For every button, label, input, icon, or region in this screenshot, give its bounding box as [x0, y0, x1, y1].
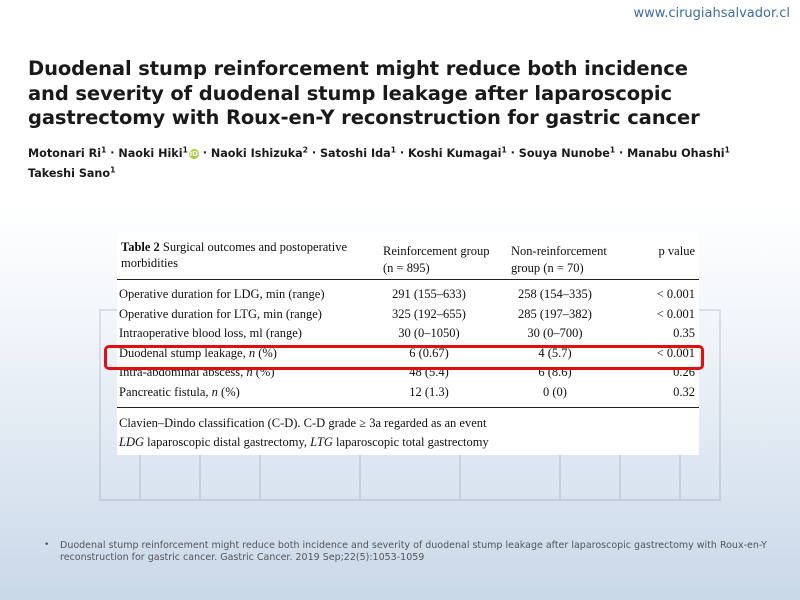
author-name[interactable]: [408, 147, 507, 160]
author-name[interactable]: [118, 147, 198, 160]
cell-reinforcement: 6 (0.67): [409, 345, 449, 360]
results-table: [117, 233, 699, 455]
row-label: Intraoperative blood loss, ml (range): [119, 326, 302, 340]
cell-non-reinforcement: 285 (197–382): [518, 306, 592, 321]
author-name-text: Naoki Ishizuka: [210, 146, 303, 160]
column-header-reinforcement-line2: (n = 895): [383, 261, 430, 275]
site-url[interactable]: www.cirugiahsalvador.cl: [633, 6, 790, 21]
author-name-text: Naoki Hiki: [118, 146, 183, 160]
row-label: Operative duration for LDG, min (range): [119, 287, 325, 301]
table-row: [117, 307, 699, 325]
row-label: Operative duration for LTG, min (range): [119, 306, 322, 321]
column-header-non-reinforcement-line1: Non-reinforcement: [511, 244, 607, 258]
column-header-p-value: p value: [658, 244, 695, 258]
cell-reinforcement: 48 (5.4): [409, 365, 449, 379]
author-separator: ·: [395, 146, 408, 160]
table-footnote-2: LDG laparoscopic distal gastrectomy, LTG laparoscopic total gastrectomy: [119, 435, 489, 449]
author-affiliation: 2: [302, 145, 308, 154]
column-header-non-reinforcement-line2: group (n = 70): [511, 261, 584, 275]
author-list: [28, 141, 788, 182]
row-label: Pancreatic fistula, n (%): [119, 384, 240, 399]
cell-p-value: 0.32: [673, 384, 695, 399]
cell-non-reinforcement: 6 (8.6): [538, 365, 572, 379]
cell-non-reinforcement: 4 (5.7): [538, 345, 572, 360]
author-separator: ·: [506, 146, 519, 160]
table-row: [117, 287, 699, 305]
citation-text: Duodenal stump reinforcement might reduce both incidence and severity of duodenal stump leakage after laparoscopic gastrectomy with Roux-en-Y reconstruction for gastric cancer. Gastric Cancer. 2019 Sep;22(5):1053-1059: [60, 540, 767, 563]
slide-title: Duodenal stump reinforcement might reduce both incidence and severity of duodenal stump leakage after laparoscopic gastrectomy with Roux-en-Y reconstruction for gastric cancer: [28, 57, 700, 129]
author-name-text: Manabu Ohashi: [627, 146, 725, 160]
highlight-box: [104, 345, 704, 370]
author-name-text: Motonari Ri: [28, 146, 102, 160]
cell-p-value: < 0.001: [656, 345, 695, 360]
cell-reinforcement: 291 (155–633): [392, 287, 466, 301]
author-name[interactable]: [320, 147, 396, 160]
row-label: Duodenal stump leakage, n (%): [119, 345, 277, 360]
header-rule: [117, 279, 699, 280]
cell-non-reinforcement: 258 (154–335): [518, 287, 592, 301]
author-name-text: Koshi Kumagai: [407, 146, 502, 160]
citation: [44, 540, 770, 563]
cell-reinforcement: 325 (192–655): [392, 306, 466, 321]
body-rule: [117, 407, 699, 408]
author-name[interactable]: [627, 147, 730, 160]
author-affiliation: 1: [182, 145, 188, 154]
table-row: [117, 385, 699, 403]
cell-p-value: < 0.001: [656, 287, 695, 301]
author-separator: ·: [106, 146, 119, 160]
author-name-text: Satoshi Ida: [319, 146, 391, 160]
author-affiliation: 1: [724, 145, 730, 154]
author-affiliation: 1: [501, 145, 507, 154]
author-affiliation: 1: [609, 145, 616, 154]
cell-p-value: < 0.001: [656, 306, 695, 321]
table-caption-text: Surgical outcomes and postoperative morbidities: [121, 240, 348, 270]
cell-non-reinforcement: 0 (0): [543, 384, 567, 399]
table-footnote-1: Clavien–Dindo classification (C-D). C-D grade ≥ 3a regarded as an event: [119, 416, 487, 430]
author-separator: ·: [615, 146, 628, 160]
cell-p-value: 0.35: [673, 326, 695, 340]
cell-reinforcement: 30 (0–1050): [398, 326, 460, 340]
bullet-icon: •: [44, 540, 50, 550]
cell-reinforcement: 12 (1.3): [409, 384, 449, 399]
row-label: Intra-abdominal abscess, n (%): [119, 365, 275, 379]
table-row: [117, 326, 699, 344]
table-label: Table 2: [121, 240, 160, 254]
author-separator: ·: [198, 146, 211, 160]
author-affiliation: 1: [101, 145, 107, 154]
column-header-reinforcement-line1: Reinforcement group: [383, 244, 490, 258]
author-name-text: Takeshi Sano: [28, 167, 111, 181]
author-affiliation: 1: [110, 165, 116, 175]
orcid-icon[interactable]: iD: [189, 149, 198, 158]
column-header-non-reinforcement: [511, 243, 623, 277]
author-name[interactable]: [519, 147, 615, 160]
cell-non-reinforcement: 30 (0–700): [527, 326, 583, 340]
cell-p-value: 0.26: [673, 365, 695, 379]
author-separator: ·: [307, 146, 320, 160]
author-name[interactable]: [28, 167, 115, 180]
column-header-reinforcement: [383, 243, 505, 277]
author-name[interactable]: [211, 147, 308, 160]
table-caption: [121, 239, 381, 271]
author-name[interactable]: [28, 147, 106, 160]
author-name-text: Souya Nunobe: [518, 146, 610, 160]
author-affiliation: 1: [390, 145, 396, 154]
